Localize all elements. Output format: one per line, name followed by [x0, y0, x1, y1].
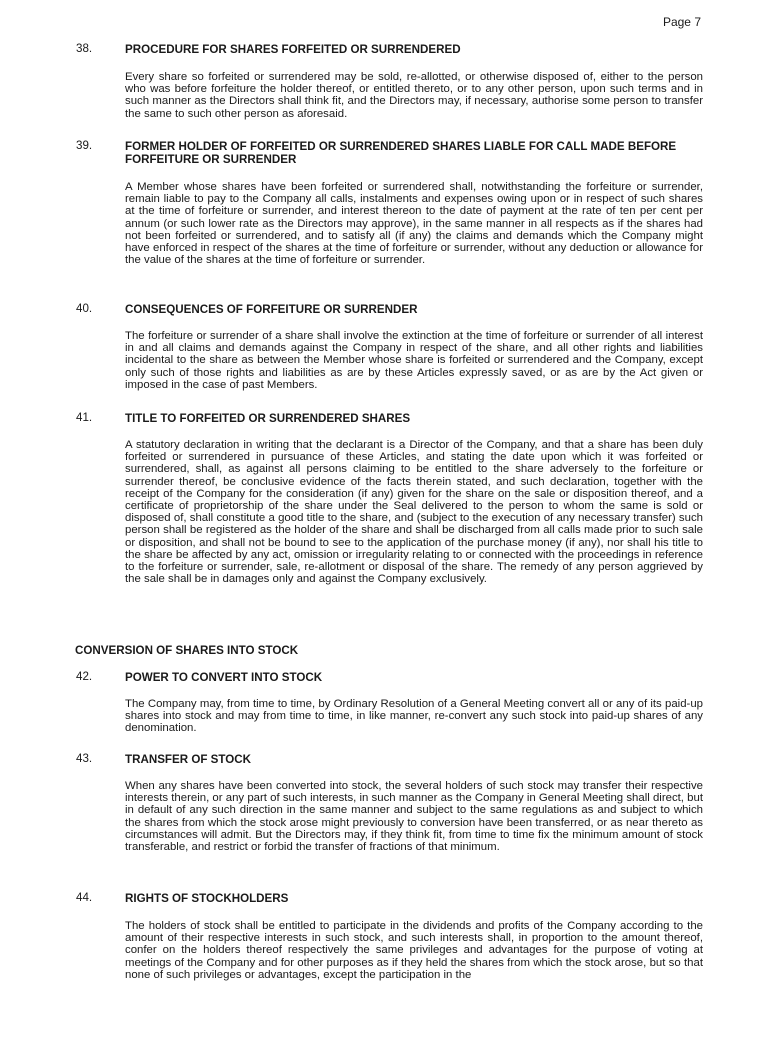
clause-heading: POWER TO CONVERT INTO STOCK [125, 671, 323, 684]
clause-heading: FORMER HOLDER OF FORFEITED OR SURRENDERED SHARES LIABLE FOR CALL MADE BEFORE FORFEITURE OR SURRENDER [125, 140, 677, 166]
clause-heading: RIGHTS OF STOCKHOLDERS [125, 892, 289, 905]
clause-number: 42. [76, 670, 93, 683]
clause-number: 41. [76, 411, 93, 424]
clause-number: 40. [76, 302, 93, 315]
clause-body: A statutory declaration in writing that the declarant is a Director of the Company, and that a share has been duly forfeited or surrendered in pursuance of these Articles, and stating the date upon which it was forfeited or surrendered, shall, as against all persons claiming to be entitled to the share adversely to the forfeiture or surrender thereof, be conclusive evidence of the facts therein stated, and such declaration, together with the receipt of the Company for the consideration (if any) given for the share on the sale or disposition thereof, and a certificate of proprietorship of the share under the Seal delivered to the person to whom the same is sold or disposed of, shall constitute a good title to the share, and (subject to the execution of any necessary transfer) such person shall be registered as the holder of the share and shall be discharged from all calls made prior to such sale or disposition, and shall not be bound to see to the application of the purchase money (if any), nor shall his title to the share be affected by any act, omission or irregularity relating to or connected with the proceedings in reference to the forfeiture or surrender, sale, re-allotment or disposal of the share. The remedy of any person aggrieved by the sale shall be in damages only and against the Company exclusively. [125, 439, 703, 586]
page-number: Page 7 [662, 15, 701, 29]
clause-body: A Member whose shares have been forfeited or surrendered shall, notwithstanding the forfeiture or surrender, remain liable to pay to the Company all calls, instalments and expenses owing upon or in respect of such shares at the time of forfeiture or surrender, and interest thereon to the date of payment at the rate of ten per cent per annum (or such lower rate as the Directors may approve), in the same manner in all respects as if the shares had not been forfeited or surrendered, and to satisfy all (if any) the claims and demands which the Company might have enforced in respect of the shares at the time of forfeiture or surrender, without any deduction or allowance for the value of the shares at the time of forfeiture or surrender. [125, 181, 703, 267]
clause-number: 43. [76, 752, 93, 765]
clause-body: Every share so forfeited or surrendered may be sold, re-allotted, or otherwise disposed of, either to the person who was before forfeiture the holder thereof, or entitled thereto, or to any other person, upon such terms and in such manner as the Directors shall think fit, and the Directors may, if necessary, authorise some person to transfer the same to such other person as aforesaid. [125, 71, 703, 120]
clause-heading: TITLE TO FORFEITED OR SURRENDERED SHARES [125, 412, 411, 425]
clause-heading: PROCEDURE FOR SHARES FORFEITED OR SURRENDERED [125, 43, 461, 56]
clause-body: The Company may, from time to time, by Ordinary Resolution of a General Meeting convert all or any of its paid-up shares into stock and may from time to time, in like manner, re-convert any such stock into paid-up shares of any denomination. [125, 698, 703, 735]
clause-body: When any shares have been converted into stock, the several holders of such stock may transfer their respective interests therein, or any part of such interests, in such manner as the Company in General Meeting shall direct, but in default of any such direction in the same manner and subject to the same regulations as and subject to which the shares from which the stock arose might previously to conversion have been transferred, or as near thereto as circumstances will admit. But the Directors may, if they think fit, from time to time fix the minimum amount of stock transferable, and restrict or forbid the transfer of fractions of that minimum. [125, 780, 703, 854]
section-heading: CONVERSION OF SHARES INTO STOCK [75, 644, 299, 657]
clause-body: The holders of stock shall be entitled to participate in the dividends and profits of the Company according to the amount of their respective interests in such stock, and such interests shall, in proportion to the amount thereof, confer on the holders thereof respectively the same privileges and advantages for the purpose of voting at meetings of the Company and for other purposes as if they held the shares from which the stock arose, but so that none of such privileges or advantages, except the participation in the [125, 920, 703, 981]
clause-body: The forfeiture or surrender of a share shall involve the extinction at the time of forfeiture or surrender of all interest in and all claims and demands against the Company in respect of the share, and all other rights and liabilities incidental to the share as between the Member whose share is forfeited or surrendered and the Company, except only such of those rights and liabilities as are by these Articles expressly saved, or as are by the Act given or imposed in the case of past Members. [125, 330, 703, 391]
clause-heading: CONSEQUENCES OF FORFEITURE OR SURRENDER [125, 303, 418, 316]
clause-number: 44. [76, 891, 93, 904]
clause-number: 38. [76, 42, 93, 55]
clause-number: 39. [76, 139, 93, 152]
clause-heading: TRANSFER OF STOCK [125, 753, 252, 766]
